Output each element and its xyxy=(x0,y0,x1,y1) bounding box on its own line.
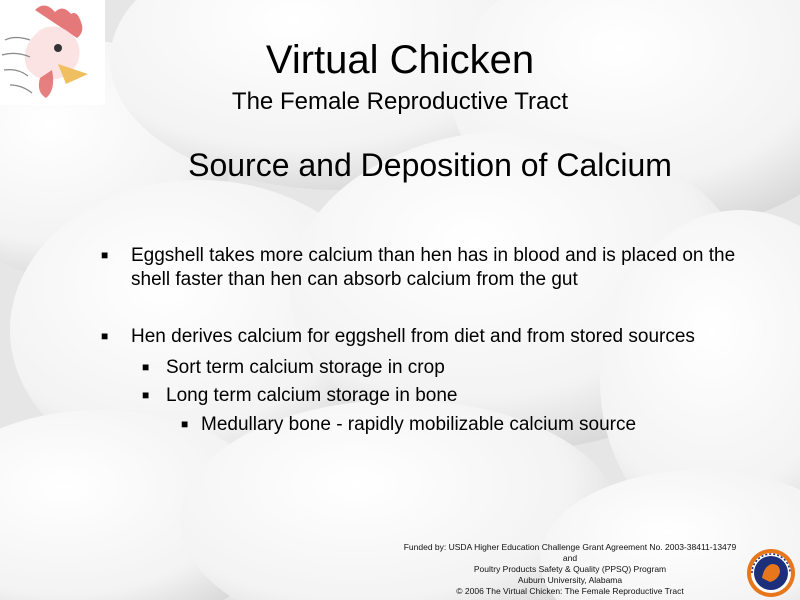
list-item xyxy=(142,384,766,408)
footer-funding-line: Funded by: USDA Higher Education Challenge Grant Agreement No. 2003-38411-13479 xyxy=(403,542,737,552)
bullet-mark: ■ xyxy=(142,388,150,402)
footer-copyright-line: © 2006 The Virtual Chicken: The Female Reproductive Tract xyxy=(456,586,684,596)
funding-footer xyxy=(370,542,770,597)
bullet-text: Eggshell takes more calcium than hen has in blood and is placed on the shell faster than hen can absorb calcium from the gut xyxy=(131,245,736,290)
bullet-text: Medullary bone - rapidly mobilizable calcium source xyxy=(201,414,637,435)
bullet-mark: ■ xyxy=(101,248,109,262)
slide-subtitle: The Female Reproductive Tract xyxy=(231,88,569,115)
bullet-text: Long term calcium storage in bone xyxy=(166,385,458,406)
bullet-mark: ■ xyxy=(101,329,109,343)
bullet-mark: ■ xyxy=(181,417,189,431)
list-item xyxy=(101,244,771,292)
list-item xyxy=(101,325,771,349)
list-item xyxy=(142,356,766,380)
bullet-text: Hen derives calcium for eggshell from diet and from stored sources xyxy=(131,326,695,347)
bullet-text: Sort term calcium storage in crop xyxy=(166,357,445,378)
footer-university-line: Auburn University, Alabama xyxy=(517,575,623,585)
university-seal-icon xyxy=(746,548,796,598)
bullet-mark: ■ xyxy=(142,360,150,374)
section-title: Source and Deposition of Calcium xyxy=(188,147,672,183)
slide-title: Virtual Chicken xyxy=(265,38,535,82)
footer-program-line: Poultry Products Safety & Quality (PPSQ) Program xyxy=(473,564,667,574)
list-item xyxy=(181,413,761,437)
footer-and-line: and xyxy=(562,553,578,563)
